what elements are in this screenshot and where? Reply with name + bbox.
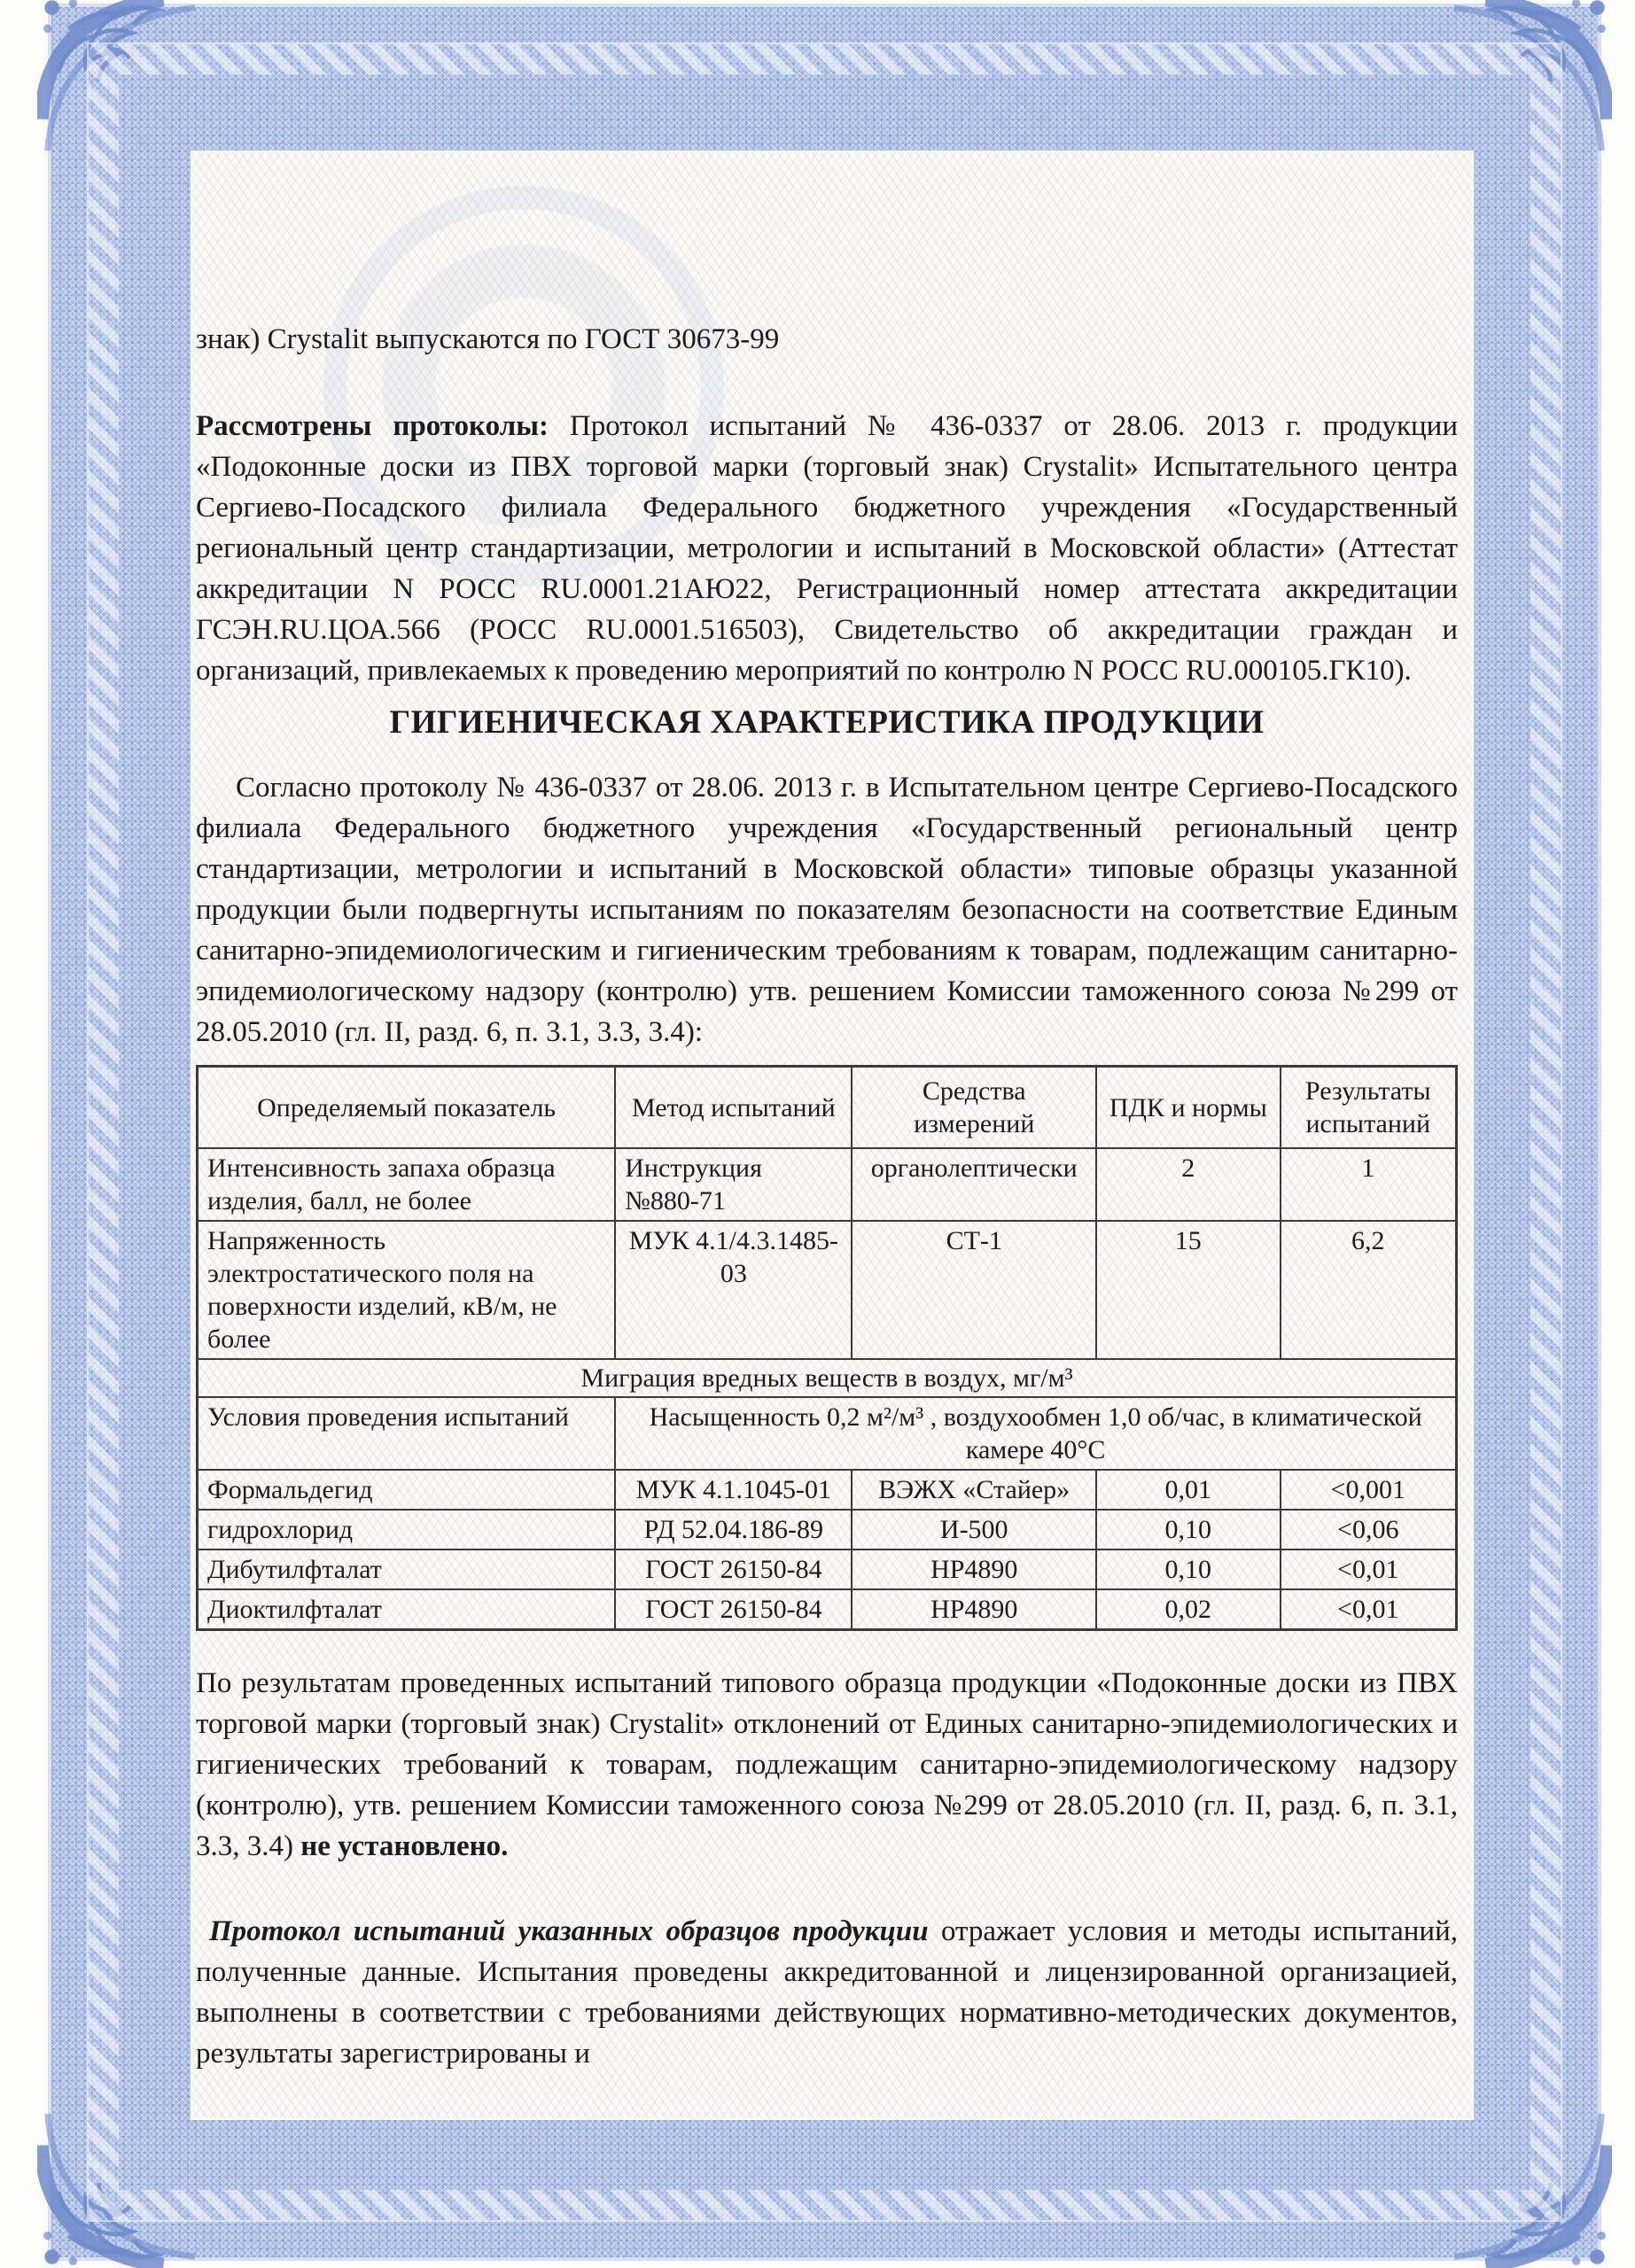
table-header-cell: Определяемый показатель	[198, 1067, 616, 1149]
table-cell: 2	[1096, 1148, 1280, 1221]
table-cell: НР4890	[852, 1550, 1096, 1589]
table-cell: 0,02	[1096, 1589, 1280, 1630]
results-conclusion: не установлено.	[300, 1830, 509, 1862]
protocols-text: Протокол испытаний № 436-0337 от 28.06. 2013 г. продукции «Подоконные доски из ПВХ торговой марки (торговый знак) Crystalit» Испытательного центра Сергиево-Посадского филиала Федерального бюджетного учреждения «Государственный региональный центр стандартизации, метрологии и испытаний в Московской области» (Аттестат аккредитации N РОСС RU.0001.21АЮ22, Регистрационный номер аттестата аккредитации ГСЭН.RU.ЦОА.566 (РОСС RU.0001.516503), Свидетельство об аккредитации граждан и организаций, привлекаемых к проведению мероприятий по контролю N РОСС RU.000105.ГК10).	[196, 410, 1458, 687]
test-results-table	[196, 1065, 1458, 1631]
table-header-cell: Метод испытаний	[615, 1067, 852, 1149]
protocols-label: Рассмотрены протоколы:	[196, 410, 549, 442]
table-cell: 6,2	[1281, 1221, 1457, 1359]
table-cell: СТ-1	[852, 1221, 1096, 1359]
table-cell: 0,10	[1096, 1510, 1280, 1550]
table-cell: органолептически	[852, 1148, 1096, 1221]
table-cell: <0,01	[1281, 1550, 1457, 1589]
conditions-row	[198, 1397, 1457, 1470]
table-cell: 15	[1096, 1221, 1280, 1359]
table-cell: Интенсивность запаха образца изделия, балл, не более	[198, 1148, 616, 1221]
protocol-note-paragraph	[196, 1911, 1458, 2074]
table-header-cell: ПДК и нормы	[1096, 1067, 1280, 1149]
table-row	[198, 1470, 1457, 1510]
table-header-cell: Результаты испытаний	[1281, 1067, 1457, 1149]
table-cell: <0,001	[1281, 1470, 1457, 1510]
table-cell: 0,01	[1096, 1470, 1280, 1510]
table-cell: 0,10	[1096, 1550, 1280, 1589]
table-header-cell: Средства измерений	[852, 1067, 1096, 1149]
results-text: По результатам проведенных испытаний типового образца продукции «Подоконные доски из ПВХ торговой марки (торговый знак) Crystalit» отклонений от Единых санитарно-эпидемиологических и гигиенических требований к товарам, подлежащим санитарно-эпидемиологическому надзору (контролю), утв. решением Комиссии таможенного союза №299 от 28.05.2010 (гл. II, разд. 6, п. 3.1, 3.3, 3.4)	[196, 1667, 1458, 1862]
corner-flourish-icon	[37, 2103, 206, 2268]
note-lead: Протокол испытаний указанных образцов продукции	[209, 1915, 929, 1947]
table-row	[198, 1221, 1457, 1359]
table-cell: 1	[1281, 1148, 1457, 1221]
table-cell: МУК 4.1/4.3.1485-03	[615, 1221, 852, 1359]
table-cell: НР4890	[852, 1589, 1096, 1630]
table-cell: Формальдегид	[198, 1470, 616, 1510]
document-area	[191, 151, 1474, 2120]
guilloche-border	[51, 7, 1598, 2257]
table-cell: ВЭЖХ «Стайер»	[852, 1470, 1096, 1510]
table-cell: Инструкция №880-71	[615, 1148, 852, 1221]
table-cell: гидрохлорид	[198, 1510, 616, 1550]
table-cell: МУК 4.1.1045-01	[615, 1470, 852, 1510]
table-cell: Диоктилфталат	[198, 1589, 616, 1630]
note-text: отражает условия и методы испытаний, полученные данные. Испытания проведены аккредитованной и лицензированной организацией, выполнены в соответствии с требованиями действующих нормативно-методических документов, результаты зарегистрированы и	[196, 1915, 1458, 2070]
conditions-value-cell: Насыщенность 0,2 м²/м³ , воздухообмен 1,0 об/час, в климатической камере 40°С	[615, 1397, 1456, 1470]
table-row	[198, 1589, 1457, 1630]
table-cell: <0,06	[1281, 1510, 1457, 1550]
protocols-paragraph	[196, 406, 1458, 691]
corner-flourish-icon	[1444, 0, 1612, 161]
results-paragraph	[196, 1663, 1458, 1867]
table-row	[198, 1148, 1457, 1221]
table-cell: <0,01	[1281, 1589, 1457, 1630]
according-paragraph: Согласно протоколу № 436-0337 от 28.06. 2013 г. в Испытательном центре Сергиево-Посадского филиала Федерального бюджетного учреждения «Государственный региональный центр стандартизации, метрологии и испытаний в Московской области» типовые образцы указанной продукции были подвергнуты испытаниям по показателям безопасности на соответствие Единым санитарно-эпидемиологическим и гигиеническим требованиям к товарам, подлежащим санитарно-эпидемиологическому надзору (контролю) утв. решением Комиссии таможенного союза №299 от 28.05.2010 (гл. II, разд. 6, п. 3.1, 3.3, 3.4):	[196, 772, 1458, 1048]
table-cell: РД 52.04.186-89	[615, 1510, 852, 1550]
table-cell: Дибутилфталат	[198, 1550, 616, 1589]
table-header-row	[198, 1067, 1457, 1149]
table-row	[198, 1510, 1457, 1550]
table-cell: ГОСТ 26150-84	[615, 1550, 852, 1589]
table-cell: И-500	[852, 1510, 1096, 1550]
migration-header-cell: Миграция вредных веществ в воздух, мг/м³	[198, 1359, 1457, 1397]
migration-header-row	[198, 1359, 1457, 1397]
section-heading: ГИГИЕНИЧЕСКАЯ ХАРАКТЕРИСТИКА ПРОДУКЦИИ	[389, 704, 1265, 741]
document-content	[191, 151, 1474, 2074]
conditions-label-cell: Условия проведения испытаний	[198, 1397, 616, 1470]
intro-line: знак) Crystalit выпускаются по ГОСТ 30673-99	[196, 323, 780, 355]
corner-flourish-icon	[1444, 2103, 1612, 2268]
corner-flourish-icon	[37, 0, 206, 161]
table-row	[198, 1550, 1457, 1589]
table-cell: ГОСТ 26150-84	[615, 1589, 852, 1630]
table-cell: Напряженность электростатического поля на поверхности изделий, кВ/м, не более	[198, 1221, 616, 1359]
